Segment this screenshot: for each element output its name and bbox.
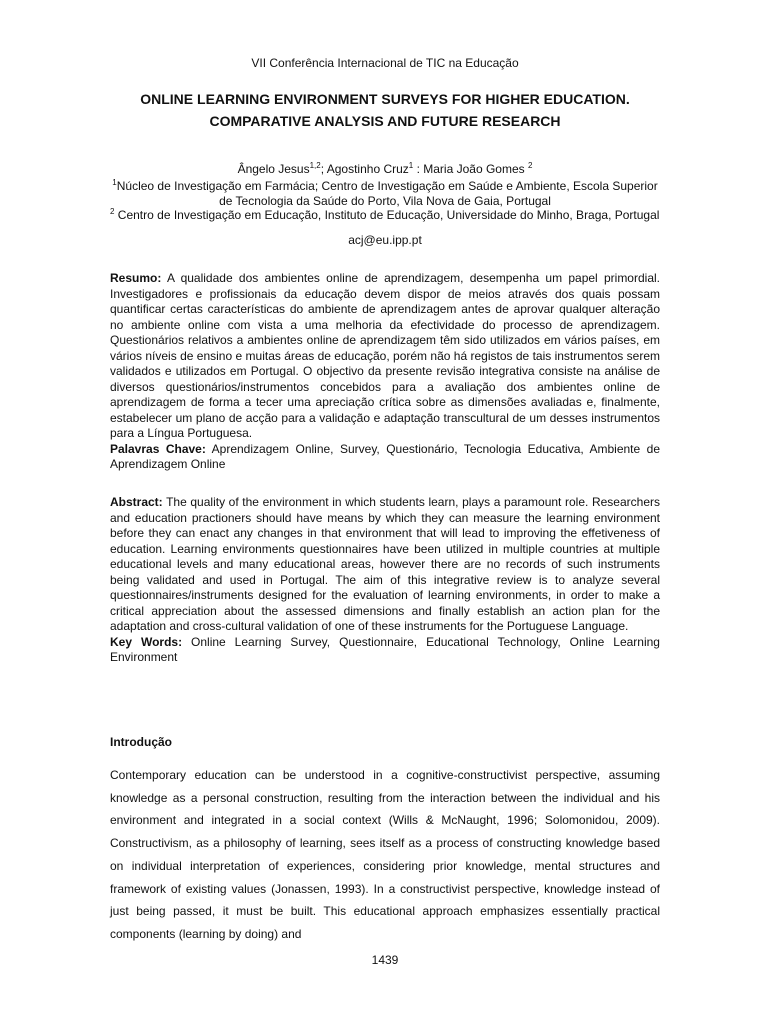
affiliation-text: Núcleo de Investigação em Farmácia; Centro de Investigação em Saúde e Ambiente, Escola Superior de Tecnologia da Saúde do Porto, Vila Nova de Gaia, Portugal (116, 179, 658, 208)
affiliation-2 (110, 204, 660, 223)
resumo-section (110, 271, 660, 473)
abstract-paragraph (110, 495, 660, 635)
key-words-label: Key Words: (110, 634, 183, 649)
author-affiliation-mark: 1 (408, 161, 414, 170)
abstract-section (110, 495, 660, 666)
author-name: Ângelo Jesus (237, 162, 310, 176)
abstract-label: Abstract: (110, 495, 163, 509)
abstract-text: The quality of the environment in which students learn, plays a paramount role. Researchers and education practioners should have means by which they can measure the learning environment before they can enact any changes in that environment that will lead to improving the effetiveness of education. Learning environments questionnaires have been utilized in multiple countries at multiple educational levels and many educational areas, however there are no records of such instruments being validated and used in Portugal. The aim of this integrative review is to analyze several questionnaires/instruments designed for the evaluation of learning environments, in order to make a critical appreciation about the assessed dimensions and finally establish an action plan for the adaptation and cross-cultural validation of one of these instruments for the Portuguese Language. (110, 495, 660, 633)
key-words-text: Online Learning Survey, Questionnaire, Educational Technology, Online Learning Environment (110, 634, 660, 664)
affiliation-text: Centro de Investigação em Educação, Instituto de Educação, Universidade do Minho, Braga, Portugal (114, 208, 660, 222)
palavras-chave-paragraph (110, 442, 660, 473)
author-name: : Maria João Gomes (413, 162, 525, 176)
palavras-chave-label: Palavras Chave: (110, 441, 206, 456)
introduction-paragraph: Contemporary education can be understood in a cognitive-constructivist perspective, assuming knowledge as a personal construction, resulting from the interaction between the individual and his environment and integrated in a social context (Wills & McNaught, 1996; Solomonidou, 2009). Constructivism, as a philosophy of learning, sees itself as a process of constructing knowledge based on individual interpretation of experiences, considering prior knowledge, mental structures and framework of existing values (Jonassen, 1993). In a constructivist perspective, knowledge instead of just being passed, it must be built. This educational approach emphasizes essentially practical components (learning by doing) and (110, 768, 660, 941)
palavras-chave-text: Aprendizagem Online, Survey, Questionário, Tecnologia Educativa, Ambiente de Aprendizagem Online (110, 441, 660, 471)
affiliation-mark: 2 (110, 207, 115, 216)
contact-email: acj@eu.ipp.pt (348, 233, 422, 247)
title-line-2: COMPARATIVE ANALYSIS AND FUTURE RESEARCH (209, 113, 561, 129)
affiliation-mark: 1 (112, 178, 117, 187)
resumo-text: A qualidade dos ambientes online de aprendizagem, desempenha um papel primordial. Investigadores e profissionais da educação devem dispor de meios através dos quais possam quantificar certas características do ambiente de aprendizagem antes de aprovar qualquer alteração no ambiente online com vista a uma melhoria da efectividade do processo de aprendizagem. Questionários relativos a ambientes online de aprendizagem têm sido utilizados em vários países, em vários níveis de ensino e muitas áreas de educação, porém não há registos de tais instrumentos serem validados e utilizados em Portugal. O objectivo da presente revisão integrativa consiste na análise de diversos questionários/instrumentos concebidos para a avaliação dos ambientes online de aprendizagem de forma a tecer uma apreciação crítica sobre as dimensões avaliadas e, finalmente, estabelecer um plano de acção para a validação e adaptação transcultural de um desses instrumentos para a Língua Portuguesa. (110, 271, 660, 440)
author-name: ; Agostinho Cruz (320, 162, 409, 176)
conference-header: VII Conferência Internacional de TIC na Educação (251, 56, 519, 70)
key-words-paragraph (110, 635, 660, 666)
paper-title (100, 88, 670, 132)
author-affiliation-mark: 1,2 (309, 161, 321, 170)
resumo-paragraph (110, 271, 660, 442)
author-affiliation-mark: 2 (527, 161, 533, 170)
page-number: 1439 (371, 953, 399, 967)
section-heading-introducao: Introdução (110, 735, 172, 749)
resumo-label: Resumo: (110, 271, 162, 285)
title-line-1: ONLINE LEARNING ENVIRONMENT SURVEYS FOR HIGHER EDUCATION. (140, 91, 630, 107)
